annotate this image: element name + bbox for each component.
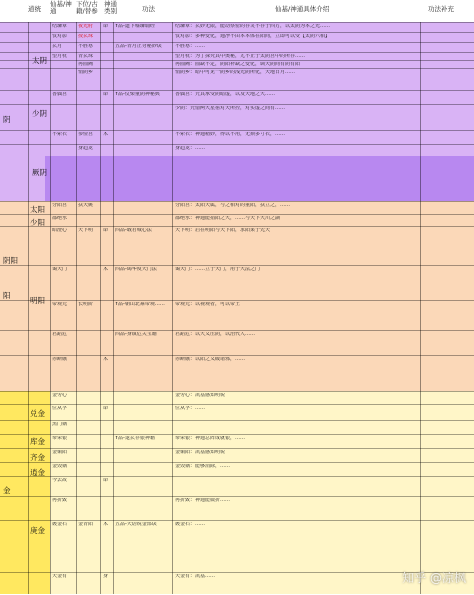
- row-name: 今去故: [52, 478, 68, 483]
- group-qijin: 齐金: [30, 453, 45, 462]
- row-detail: 金铜阳：凯基感知明锐: [175, 450, 226, 455]
- row-name: 望月枕: [52, 54, 68, 59]
- row-detail: 君蹈危：以大义压阴，以治代人……: [175, 332, 256, 337]
- row-detail: 不胜寒：……: [175, 44, 206, 49]
- row-name: 金铜阳: [52, 450, 68, 455]
- row-name: 镀金石: [52, 522, 68, 527]
- row-gongfa: Y品-朝山北寨帝观……: [115, 302, 165, 307]
- group-gengjin: 庚金: [30, 526, 45, 535]
- row-name: 郡绝水: [52, 216, 68, 221]
- row-detail: 香偶宫：凭其承受阴暗虚，以及天地之大……: [175, 92, 276, 97]
- group-jueyin: 厥阴: [32, 168, 47, 177]
- row-gongfa: 五品-青月正穷秘妙诀: [115, 44, 162, 49]
- row-detail: 镀金石：……: [175, 522, 206, 527]
- group-jin: 金: [3, 486, 11, 495]
- row-alt: 不胜寒: [78, 44, 94, 49]
- group-mingyang: 明阳: [30, 296, 45, 305]
- row-name: 香偶宫: [52, 92, 68, 97]
- row-alt: 参俭宫: [78, 132, 94, 137]
- row-name: 赤断镞: [52, 357, 68, 362]
- row-name: 仅对影: [52, 34, 68, 39]
- row-kind: 术: [103, 267, 109, 272]
- row-kind: 命: [103, 92, 109, 97]
- row-detail: 悄阴乡：暗中可见一阴乡的浅光阴所化，天地日月……: [175, 70, 296, 75]
- row-detail: 少阴：凭借两大星宿对天所控，对实虚之间有……: [175, 106, 286, 111]
- row-name: 结璘章: [52, 24, 68, 29]
- row-detail: 望月枕：为了探究其中奥秘，尤不止于太阴宫中的所存……: [175, 54, 306, 59]
- row-gongfa: 四品-谒华度天门法: [115, 267, 157, 272]
- row-kind: 命: [103, 24, 109, 29]
- row-gongfa: 五品-天话锐金部诀: [115, 522, 157, 527]
- row-gongfa: Y品-道下墟璘诵经: [115, 24, 155, 29]
- row-kind: 命: [103, 228, 109, 233]
- header-xiawei: 下位/古籍/替参: [76, 0, 98, 15]
- row-detail: 身趋龙：……: [175, 146, 206, 151]
- row-detail: 位从孚：……: [175, 406, 206, 411]
- row-detail: 金劳心：凯基感知明锐: [175, 393, 226, 398]
- row-alt: 青玄珠: [78, 54, 94, 59]
- header-dao: 道统: [28, 5, 41, 13]
- row-alt: 身趋龙: [78, 146, 94, 151]
- row-alt: 夜光府: [78, 24, 94, 29]
- row-detail: 帑荣银：神通总阵成就银，……: [175, 436, 246, 441]
- group-taiyang: 太阳: [30, 205, 45, 214]
- row-detail: 分阳宫：太阳天属，与之相对的重阳，扶立之，……: [175, 203, 291, 208]
- header-note: 功法补充: [428, 5, 454, 13]
- row-kind: 术: [103, 132, 109, 137]
- row-kind: 命: [103, 406, 109, 411]
- row-detail: 天金有：凯基……: [175, 574, 216, 579]
- group-yin: 阴: [3, 115, 11, 124]
- group-yinyang: 阴阳: [3, 256, 18, 265]
- row-name: 帑荣银: [52, 436, 68, 441]
- row-gongfa: Y品-退玄存银神籍: [115, 436, 155, 441]
- row-name: 谒天门: [52, 267, 68, 272]
- row-detail: 天下明：启在明阳与天下阳，求阳果于先天: [175, 228, 271, 233]
- row-kind: 术: [103, 357, 109, 362]
- row-detail: 再圆阙：圆缺不定，阴阳补缺之变化，调天阴间有阴有阳: [175, 62, 301, 67]
- row-name: 天金有: [52, 574, 68, 579]
- row-name: 分阳宫: [52, 203, 68, 208]
- group-shaoyang: 少阳: [30, 218, 45, 227]
- row-name: 君蹈危: [52, 332, 68, 337]
- row-detail: 赤断镞：以阳之义破诸邪，……: [175, 357, 246, 362]
- table-row: [0, 520, 474, 573]
- row-gongfa: 四品-身镇危关宝籍: [115, 332, 157, 337]
- row-kind: 术: [103, 522, 109, 527]
- table-row: [0, 144, 474, 202]
- row-name: 再折致: [52, 498, 68, 503]
- row-alt: 授玄珠: [78, 34, 94, 39]
- row-gongfa: Y品-仗柴童阴神秘典: [115, 92, 160, 97]
- row-name: 金劳心: [52, 393, 68, 398]
- row-alt: 扶天姚: [78, 203, 94, 208]
- row-detail: 仅对影：多种变化，通净不由本本体在阳间，立即可以受【太阴六相】: [175, 34, 331, 39]
- row-name: 位从孚: [52, 406, 68, 411]
- table-header: [0, 0, 474, 23]
- row-alt: 天下明: [78, 228, 94, 233]
- row-kind: 身: [103, 574, 109, 579]
- row-detail: 帝观元：以视观者，可以帝王: [175, 302, 241, 307]
- row-detail: 郡绝水：神通能指阳之大，……与天下大川之湖: [175, 216, 281, 221]
- row-alt: 长明阶: [78, 302, 94, 307]
- header-xianji: 仙基/神通: [50, 0, 72, 15]
- row-detail: 不索衣：神通精妙，得以不用，无须多寸衣，……: [175, 132, 286, 137]
- row-gongfa: 四品-载君城心法: [115, 228, 152, 233]
- row-detail: 结璘章：玄妙无限，能动察密的存灵不存于四方，以太阴为本之光……: [175, 24, 331, 29]
- row-name: 帝观元: [52, 302, 68, 307]
- row-name: 玄月: [52, 44, 63, 49]
- header-detail: 仙基/神通具体介绍: [275, 5, 330, 13]
- group-kujin: 库金: [30, 437, 45, 446]
- group-shaoyin: 少阴: [32, 109, 47, 118]
- row-alt: 金青阳: [78, 522, 94, 527]
- header-gongfa: 功法: [142, 5, 155, 13]
- group-yang: 阳: [3, 291, 11, 300]
- row-name: 昭澄心: [52, 228, 68, 233]
- row-alt: 悄阴乡: [78, 70, 94, 75]
- group-taiyin: 太阴: [32, 56, 47, 65]
- row-detail: 再折致：神通能微折……: [175, 498, 231, 503]
- row-name: 不索衣: [52, 132, 68, 137]
- row-detail: 金毁锅：能够消除，……: [175, 464, 231, 469]
- header-shentong: 神通类别: [104, 0, 117, 15]
- watermark: 知乎 @凉枫: [402, 571, 466, 585]
- row-name: 黑门锅: [52, 422, 68, 427]
- group-duijin: 兑金: [30, 409, 45, 418]
- group-yaojin: 逍金: [30, 468, 45, 477]
- row-alt: 再圆阙: [78, 62, 94, 67]
- row-kind: 命: [103, 478, 109, 483]
- row-name: 金毁锅: [52, 464, 68, 469]
- row-detail: 谒天门：……立于天门，用于大法之门: [175, 267, 261, 272]
